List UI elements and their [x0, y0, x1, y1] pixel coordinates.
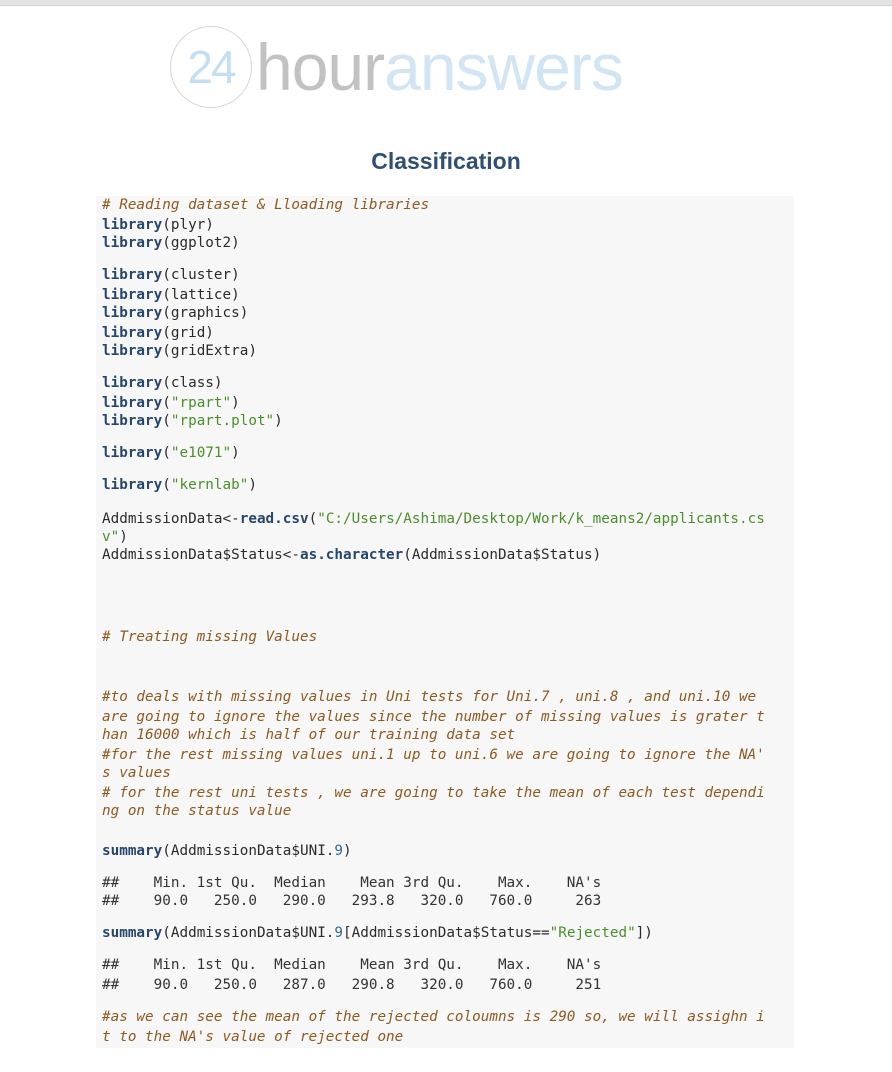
code-comment: are going to ignore the values since the number of missing values is grater t [102, 709, 765, 725]
code-line: library(graphics) [102, 305, 249, 321]
code-line: summary(AddmissionData$UNI.9[AddmissionData$Status=="Rejected"]) [102, 925, 653, 941]
code-comment: #as we can see the mean of the rejected coloumns is 290 so, we will assighn i [102, 1009, 765, 1025]
output-values: ## 90.0 250.0 287.0 290.8 320.0 760.0 251 [102, 977, 602, 993]
browser-top-bar [0, 0, 892, 6]
output-header: ## Min. 1st Qu. Median Mean 3rd Qu. Max. NA's [102, 875, 602, 891]
code-line: v") [102, 529, 128, 545]
code-comment: # for the rest uni tests , we are going to take the mean of each test dependi [102, 785, 765, 801]
code-line: library(plyr) [102, 217, 214, 233]
code-line: summary(AddmissionData$UNI.9) [102, 843, 352, 859]
logo-word-hour: hour [256, 30, 385, 104]
code-comment: #to deals with missing values in Uni tests for Uni.7 , uni.8 , and uni.10 we [102, 689, 757, 705]
code-line: library("rpart") [102, 395, 240, 411]
output-header: ## Min. 1st Qu. Median Mean 3rd Qu. Max. NA's [102, 957, 602, 973]
logo-number: 24 [187, 41, 235, 93]
logo-word-answers: answers [384, 30, 623, 104]
code-comment: #for the rest missing values uni.1 up to uni.6 we are going to ignore the NA' [102, 747, 765, 763]
code-line: library("kernlab") [102, 477, 257, 493]
code-line: library(cluster) [102, 267, 240, 283]
code-comment: # Reading dataset & Lloading libraries [102, 197, 430, 213]
code-line: library(lattice) [102, 287, 240, 303]
logo-circle [170, 26, 252, 108]
code-line: library(grid) [102, 325, 214, 341]
code-line: AddmissionData<-read.csv("C:/Users/Ashima/Desktop/Work/k_means2/applicants.cs [102, 511, 765, 527]
code-line: library(gridExtra) [102, 343, 257, 359]
site-logo [170, 24, 623, 110]
code-line: library("e1071") [102, 445, 240, 461]
page-title: Classification [371, 148, 521, 174]
code-comment: t to the NA's value of rejected one [102, 1029, 404, 1045]
code-line: library(ggplot2) [102, 235, 240, 251]
code-comment: ng on the status value [102, 803, 292, 819]
code-comment: # Treating missing Values [102, 629, 318, 645]
code-comment: s values [102, 765, 171, 781]
code-line: library(class) [102, 375, 223, 391]
code-line: AddmissionData$Status<-as.character(AddmissionData$Status) [102, 547, 602, 563]
code-line: library("rpart.plot") [102, 413, 283, 429]
code-comment: han 16000 which is half of our training data set [102, 727, 516, 743]
output-values: ## 90.0 250.0 290.0 293.8 320.0 760.0 263 [102, 893, 602, 909]
